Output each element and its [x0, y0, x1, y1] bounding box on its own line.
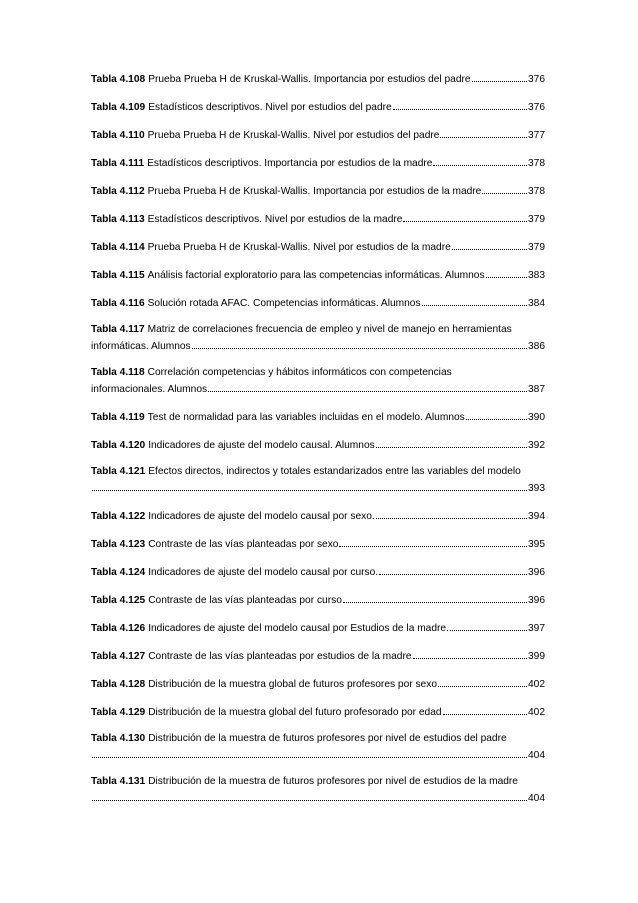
page-number: 402: [528, 679, 545, 690]
table-number: Tabla 4.126: [91, 623, 146, 634]
entry-title: Estadísticos descriptivos. Nivel por estudios del padre: [148, 102, 392, 113]
toc-entry[interactable]: [91, 182, 545, 199]
table-number: Tabla 4.108: [91, 74, 146, 85]
entry-title: Prueba Prueba H de Kruskal-Wallis. Nivel por estudios de la madre: [147, 242, 451, 253]
page-number: 384: [528, 298, 545, 309]
toc-entry[interactable]: [91, 266, 545, 283]
page-number: 394: [528, 511, 545, 522]
entry-title: informacionales. Alumnos: [91, 384, 208, 395]
dot-leader: [450, 619, 527, 631]
toc-entry[interactable]: [91, 365, 545, 397]
table-number: Tabla 4.111: [91, 158, 145, 169]
page-number: 379: [528, 242, 545, 253]
page-number: 376: [528, 74, 545, 85]
entry-title: informáticas. Alumnos: [91, 341, 191, 352]
table-number: Tabla 4.118: [91, 367, 145, 378]
table-number: Tabla 4.125: [91, 595, 146, 606]
entry-title: Test de normalidad para las variables incluidas en el modelo. Alumnos: [147, 412, 465, 423]
dot-leader: [92, 479, 527, 491]
dot-leader: [393, 98, 527, 110]
entry-title: Estadísticos descriptivos. Importancia por estudios de la madre: [147, 158, 433, 169]
entry-title: Efectos directos, indirectos y totales estandarizados entre las variables del modelo: [148, 466, 521, 477]
toc-entry[interactable]: [91, 647, 545, 664]
entry-title: Indicadores de ajuste del modelo causal. Alumnos: [148, 440, 375, 451]
page-number: 396: [528, 595, 545, 606]
page-number: 390: [528, 412, 545, 423]
table-number: Tabla 4.121: [91, 466, 146, 477]
toc-entry[interactable]: [91, 563, 545, 580]
entry-title: Contraste de las vías planteadas por curso: [148, 595, 342, 606]
dot-leader: [376, 507, 527, 519]
toc-entry[interactable]: [91, 731, 545, 763]
entry-title: Distribución de la muestra de futuros profesores por nivel de estudios de la madre: [148, 776, 518, 787]
entry-title: Análisis factorial exploratorio para las competencias informáticas. Alumnos: [147, 270, 485, 281]
table-number: Tabla 4.109: [91, 102, 146, 113]
page-number: 402: [528, 707, 545, 718]
entry-title: Estadísticos descriptivos. Nivel por estudios de la madre: [147, 214, 403, 225]
table-number: Tabla 4.114: [91, 242, 145, 253]
page-number: 377: [528, 130, 545, 141]
entry-title: Distribución de la muestra de futuros profesores por nivel de estudios del padre: [148, 733, 507, 744]
table-number: Tabla 4.130: [91, 733, 146, 744]
entry-title: Contraste de las vías planteadas por sexo: [148, 539, 339, 550]
dot-leader: [440, 126, 527, 138]
toc-entry[interactable]: [91, 591, 545, 608]
table-number: Tabla 4.117: [91, 324, 145, 335]
dot-leader: [92, 789, 527, 801]
table-number: Tabla 4.113: [91, 214, 145, 225]
dot-leader: [192, 337, 527, 349]
dot-leader: [339, 535, 527, 547]
dot-leader: [443, 703, 527, 715]
page-number: 378: [528, 186, 545, 197]
table-number: Tabla 4.115: [91, 270, 145, 281]
dot-leader: [438, 675, 527, 687]
dot-leader: [482, 182, 527, 194]
toc-entry[interactable]: [91, 238, 545, 255]
toc-entry[interactable]: [91, 70, 545, 87]
toc-entry[interactable]: [91, 774, 545, 806]
table-number: Tabla 4.123: [91, 539, 146, 550]
page-number: 404: [528, 793, 545, 804]
dot-leader: [472, 70, 527, 82]
dot-leader: [92, 746, 527, 758]
toc-entry[interactable]: [91, 619, 545, 636]
dot-leader: [422, 294, 527, 306]
table-number: Tabla 4.127: [91, 651, 146, 662]
toc-entry[interactable]: [91, 210, 545, 227]
table-of-contents: [91, 70, 545, 817]
page-number: 404: [528, 750, 545, 761]
toc-entry[interactable]: [91, 408, 545, 425]
table-number: Tabla 4.129: [91, 707, 146, 718]
dot-leader: [379, 563, 527, 575]
dot-leader: [403, 210, 527, 222]
toc-entry[interactable]: [91, 294, 545, 311]
entry-title: Indicadores de ajuste del modelo causal por sexo.: [148, 511, 375, 522]
entry-title: Prueba Prueba H de Kruskal-Wallis. Importancia por estudios del padre: [148, 74, 471, 85]
table-number: Tabla 4.124: [91, 567, 146, 578]
toc-entry[interactable]: [91, 126, 545, 143]
dot-leader: [208, 380, 527, 392]
entry-title: Indicadores de ajuste del modelo causal por Estudios de la madre.: [148, 623, 449, 634]
table-number: Tabla 4.119: [91, 412, 145, 423]
entry-title: Indicadores de ajuste del modelo causal por curso.: [148, 567, 379, 578]
page-number: 396: [528, 567, 545, 578]
page-number: 395: [528, 539, 545, 550]
table-number: Tabla 4.116: [91, 298, 145, 309]
dot-leader: [343, 591, 527, 603]
toc-entry[interactable]: [91, 675, 545, 692]
page-number: 399: [528, 651, 545, 662]
toc-entry[interactable]: [91, 154, 545, 171]
dot-leader: [466, 408, 527, 420]
toc-entry[interactable]: [91, 322, 545, 354]
page-number: 379: [528, 214, 545, 225]
toc-entry[interactable]: [91, 464, 545, 496]
entry-title: Matriz de correlaciones frecuencia de empleo y nivel de manejo en herramientas: [147, 324, 512, 335]
entry-title: Prueba Prueba H de Kruskal-Wallis. Importancia por estudios de la madre: [147, 186, 482, 197]
page-number: 392: [528, 440, 545, 451]
entry-title: Distribución de la muestra global de futuros profesores por sexo: [148, 679, 437, 690]
table-number: Tabla 4.120: [91, 440, 146, 451]
toc-entry[interactable]: [91, 703, 545, 720]
entry-title: Correlación competencias y hábitos informáticos con competencias: [147, 367, 452, 378]
page-number: 397: [528, 623, 545, 634]
toc-entry[interactable]: [91, 98, 545, 115]
page-number: 383: [528, 270, 545, 281]
dot-leader: [376, 436, 527, 448]
toc-entry[interactable]: [91, 535, 545, 552]
table-number: Tabla 4.131: [91, 776, 146, 787]
dot-leader: [433, 154, 527, 166]
dot-leader: [486, 266, 527, 278]
entry-title: Distribución de la muestra global del futuro profesorado por edad: [148, 707, 442, 718]
toc-entry[interactable]: [91, 436, 545, 453]
table-number: Tabla 4.122: [91, 511, 146, 522]
entry-title: Solución rotada AFAC. Competencias informáticas. Alumnos: [147, 298, 421, 309]
page-number: 386: [528, 341, 545, 352]
page-number: 378: [528, 158, 545, 169]
entry-title: Contraste de las vías planteadas por estudios de la madre: [148, 651, 412, 662]
table-number: Tabla 4.110: [91, 130, 145, 141]
toc-entry[interactable]: [91, 507, 545, 524]
page-number: 387: [528, 384, 545, 395]
table-number: Tabla 4.112: [91, 186, 145, 197]
page-number: 393: [528, 483, 545, 494]
entry-title: Prueba Prueba H de Kruskal-Wallis. Nivel por estudios del padre: [147, 130, 440, 141]
dot-leader: [452, 238, 527, 250]
dot-leader: [413, 647, 527, 659]
page-number: 376: [528, 102, 545, 113]
table-number: Tabla 4.128: [91, 679, 146, 690]
